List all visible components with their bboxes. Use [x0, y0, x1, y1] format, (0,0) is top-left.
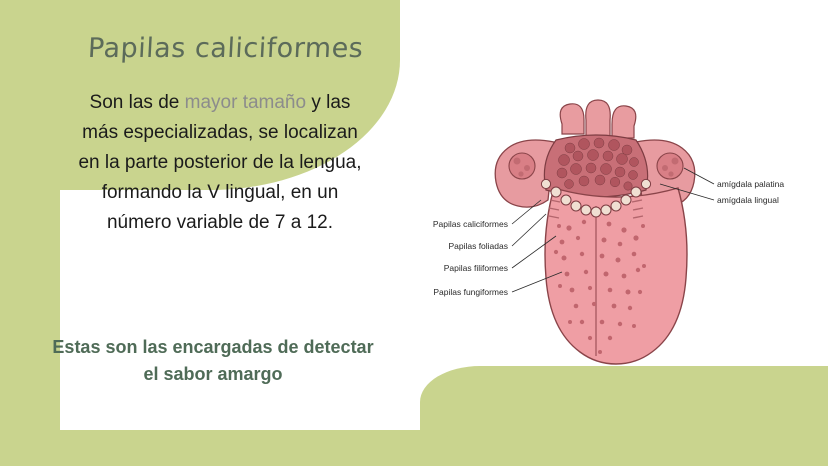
body-text-highlight: mayor tamaño [184, 92, 307, 113]
figure-label-papilas-filiformes: Papilas filiformes [443, 263, 508, 273]
tongue-anatomy-figure [404, 96, 804, 386]
page-title: Papilas caliciformes [87, 33, 365, 64]
body-text-part1: Son las de [89, 92, 185, 113]
figure-label-papilas-caliciformes: Papilas caliciformes [432, 219, 508, 229]
body-paragraph [70, 88, 370, 238]
emphasis-text: Estas son las encargadas de detectar el sabor amargo [52, 337, 374, 384]
body-text-part2: y las más especializadas, se localizan en la parte posterior de la lengua, formando la V lingual, en un número variable de 7 a 12. [78, 92, 362, 233]
figure-label-amigdala-palatina: amígdala palatina [717, 179, 785, 189]
tongue-illustration [495, 100, 695, 364]
figure-label-amigdala-lingual: amígdala lingual [717, 195, 779, 205]
decorative-shape-bottom-left [0, 430, 460, 466]
figure-label-papilas-foliadas: Papilas foliadas [448, 241, 508, 251]
figure-label-papilas-fungiformes: Papilas fungiformes [433, 287, 508, 297]
decorative-shape-left-lower [0, 150, 60, 466]
